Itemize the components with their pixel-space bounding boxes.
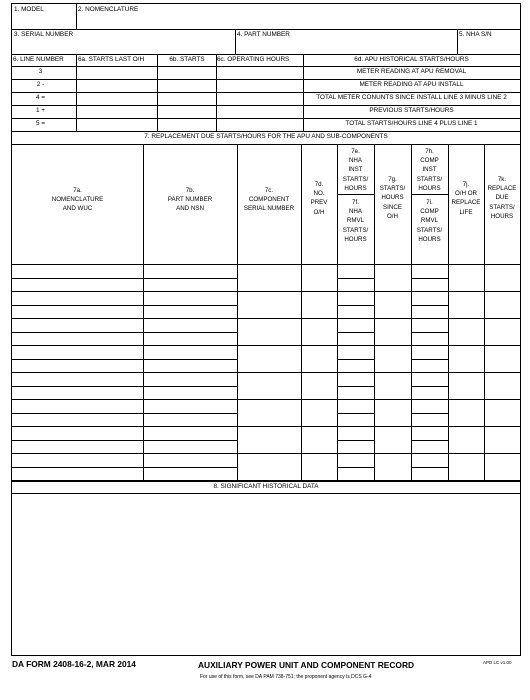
table-entry-cell[interactable] bbox=[13, 265, 142, 277]
table-entry-cell[interactable] bbox=[144, 360, 236, 372]
divider bbox=[12, 92, 520, 93]
model-label: 1. MODEL bbox=[14, 6, 44, 13]
apu-component-record-form bbox=[11, 3, 521, 656]
table-entry-cell[interactable] bbox=[13, 454, 142, 466]
divider bbox=[12, 105, 520, 106]
table-entry-cell[interactable] bbox=[412, 346, 447, 358]
table-entry-cell[interactable] bbox=[412, 333, 447, 345]
table-entry-cell[interactable] bbox=[13, 279, 142, 291]
divider bbox=[457, 29, 458, 54]
table-entry-cell[interactable] bbox=[144, 333, 236, 345]
col-7k-heading: 7k. REPLACE DUE STARTS/ HOURS bbox=[487, 176, 517, 220]
divider bbox=[12, 131, 520, 132]
table-entry-cell[interactable] bbox=[338, 292, 373, 304]
col-7e-heading: 7e. NHA INST STARTS/ HOURS bbox=[342, 148, 369, 192]
table-entry-cell[interactable] bbox=[144, 265, 236, 277]
table-entry-cell[interactable] bbox=[412, 427, 447, 439]
col-7i-heading: 7i. COMP RMVL STARTS/ HOURS bbox=[416, 199, 443, 243]
table-entry-cell[interactable] bbox=[412, 292, 447, 304]
table-entry-cell[interactable] bbox=[144, 441, 236, 453]
table-entry-cell[interactable] bbox=[144, 414, 236, 426]
meter-reading-install-label: METER READING AT APU INSTALL bbox=[359, 81, 464, 88]
divider bbox=[235, 29, 236, 54]
divider bbox=[12, 79, 520, 80]
table-entry-cell[interactable] bbox=[412, 400, 447, 412]
form-id: DA FORM 2408-16-2, MAR 2014 bbox=[12, 659, 136, 669]
table-entry-cell[interactable] bbox=[338, 265, 373, 277]
nomenclature-field[interactable] bbox=[78, 14, 518, 28]
table-entry-cell[interactable] bbox=[338, 333, 373, 345]
table-entry-cell[interactable] bbox=[144, 279, 236, 291]
serial-number-field[interactable] bbox=[13, 39, 233, 53]
divider bbox=[12, 493, 520, 494]
table-entry-cell[interactable] bbox=[338, 279, 373, 291]
divider bbox=[337, 194, 374, 195]
table-entry-cell[interactable] bbox=[13, 319, 142, 331]
divider bbox=[411, 194, 448, 195]
table-entry-cell[interactable] bbox=[412, 387, 447, 399]
line-number-1: 1 + bbox=[35, 107, 46, 114]
table-entry-cell[interactable] bbox=[13, 373, 142, 385]
line-number-2: 2 - bbox=[36, 81, 45, 88]
nha-sn-label: 5. NHA S/N bbox=[459, 31, 492, 38]
table-entry-cell[interactable] bbox=[13, 346, 142, 358]
divider bbox=[12, 54, 520, 55]
table-entry-cell[interactable] bbox=[412, 468, 447, 480]
table-entry-cell[interactable] bbox=[412, 265, 447, 277]
table-entry-cell[interactable] bbox=[144, 454, 236, 466]
table-entry-cell[interactable] bbox=[412, 454, 447, 466]
model-field[interactable] bbox=[13, 14, 73, 28]
section-8-title: 8. SIGNIFICANT HISTORICAL DATA bbox=[213, 483, 319, 490]
form-title: AUXILIARY POWER UNIT AND COMPONENT RECORD bbox=[198, 660, 415, 670]
nomenclature-label: 2. NOMENCLATURE bbox=[78, 6, 139, 13]
table-entry-cell[interactable] bbox=[338, 346, 373, 358]
section-7-title: 7. REPLACEMENT DUE STARTS/HOURS FOR THE APU AND SUB-COMPONENTS bbox=[144, 133, 388, 140]
table-entry-cell[interactable] bbox=[144, 387, 236, 399]
total-meter-counts-label: TOTAL METER CONUNTS SINCE INSTALL LINE 3 MINUS LINE 2 bbox=[316, 94, 507, 101]
table-entry-cell[interactable] bbox=[412, 414, 447, 426]
divider bbox=[12, 29, 520, 30]
table-entry-cell[interactable] bbox=[144, 346, 236, 358]
table-entry-cell[interactable] bbox=[338, 468, 373, 480]
table-entry-cell[interactable] bbox=[412, 319, 447, 331]
col-7b-heading: 7b. PART NUMBER AND NSN bbox=[167, 187, 213, 213]
line-number-label: 6. LINE NUMBER bbox=[13, 56, 64, 63]
starts-label: 6b. STARTS bbox=[169, 56, 205, 63]
table-entry-cell[interactable] bbox=[338, 387, 373, 399]
divider bbox=[12, 118, 520, 119]
col-7a-heading: 7a. NOMENCLATURE AND WUC bbox=[51, 187, 104, 213]
col-7f-heading: 7f. NHA RMVL STARTS/ HOURS bbox=[342, 199, 369, 243]
table-entry-cell[interactable] bbox=[13, 387, 142, 399]
table-entry-cell[interactable] bbox=[338, 454, 373, 466]
divider bbox=[12, 144, 520, 145]
table-entry-cell[interactable] bbox=[338, 400, 373, 412]
table-entry-cell[interactable] bbox=[144, 427, 236, 439]
table-entry-cell[interactable] bbox=[338, 373, 373, 385]
table-entry-cell[interactable] bbox=[13, 360, 142, 372]
line-number-3: 3 bbox=[38, 68, 43, 75]
form-version: APD LC v1.00 bbox=[483, 660, 512, 665]
nha-sn-field[interactable] bbox=[459, 39, 519, 53]
proponent-note: For use of this form, see DA PAM 738-751; the proponent agency is DCS G-4 bbox=[200, 674, 372, 680]
table-entry-cell[interactable] bbox=[338, 441, 373, 453]
table-entry-cell[interactable] bbox=[338, 427, 373, 439]
table-entry-cell[interactable] bbox=[13, 414, 142, 426]
table-entry-cell[interactable] bbox=[13, 306, 142, 318]
table-entry-cell[interactable] bbox=[412, 279, 447, 291]
table-entry-cell[interactable] bbox=[338, 306, 373, 318]
table-entry-cell[interactable] bbox=[144, 468, 236, 480]
operating-hours-label: 6c. OPERATING HOURS bbox=[217, 56, 290, 63]
starts-last-oh-label: 6a. STARTS LAST O/H bbox=[78, 56, 145, 63]
table-entry-cell[interactable] bbox=[412, 306, 447, 318]
total-starts-hours-label: TOTAL STARTS/HOURS LINE 4 PLUS LINE 1 bbox=[345, 120, 478, 127]
table-entry-cell[interactable] bbox=[144, 373, 236, 385]
divider bbox=[12, 481, 520, 482]
line-number-5: 5 = bbox=[35, 120, 46, 127]
part-number-field[interactable] bbox=[237, 39, 457, 53]
col-7c-heading: 7c. COMPONENT SERIAL NUMBER bbox=[243, 187, 295, 213]
serial-number-label: 3. SERIAL NUMBER bbox=[14, 31, 74, 38]
table-entry-cell[interactable] bbox=[144, 292, 236, 304]
divider bbox=[12, 66, 520, 67]
divider bbox=[76, 4, 77, 29]
table-entry-cell[interactable] bbox=[13, 441, 142, 453]
col-7g-heading: 7g. STARTS/ HOURS SINCE O/H bbox=[379, 176, 406, 220]
table-entry-cell[interactable] bbox=[412, 360, 447, 372]
table-entry-cell[interactable] bbox=[13, 468, 142, 480]
table-entry-cell[interactable] bbox=[13, 292, 142, 304]
col-7j-heading: 7j. O/H OR REPLACE LIFE bbox=[451, 181, 481, 216]
table-entry-cell[interactable] bbox=[13, 400, 142, 412]
previous-starts-hours-label: PREVIOUS STARTS/HOURS bbox=[369, 107, 454, 114]
meter-reading-removal-label: METER READING AT APU REMOVAL bbox=[356, 68, 467, 75]
part-number-label: 4. PART NUMBER bbox=[237, 31, 290, 38]
table-entry-cell[interactable] bbox=[412, 441, 447, 453]
table-entry-cell[interactable] bbox=[13, 333, 142, 345]
col-7h-heading: 7h. COMP INST STARTS/ HOURS bbox=[416, 148, 443, 192]
table-entry-cell[interactable] bbox=[144, 319, 236, 331]
col-7d-heading: 7d. NO. PREV O/H bbox=[310, 181, 328, 216]
table-entry-cell[interactable] bbox=[412, 373, 447, 385]
table-entry-cell[interactable] bbox=[13, 427, 142, 439]
table-entry-cell[interactable] bbox=[338, 360, 373, 372]
table-entry-cell[interactable] bbox=[144, 400, 236, 412]
apu-historical-label: 6d. APU HISTORICAL STARTS/HOURS bbox=[354, 56, 469, 63]
significant-historical-data-field[interactable] bbox=[14, 496, 518, 652]
table-entry-cell[interactable] bbox=[338, 319, 373, 331]
line-number-4: 4 = bbox=[35, 94, 46, 101]
table-entry-cell[interactable] bbox=[338, 414, 373, 426]
table-entry-cell[interactable] bbox=[144, 306, 236, 318]
